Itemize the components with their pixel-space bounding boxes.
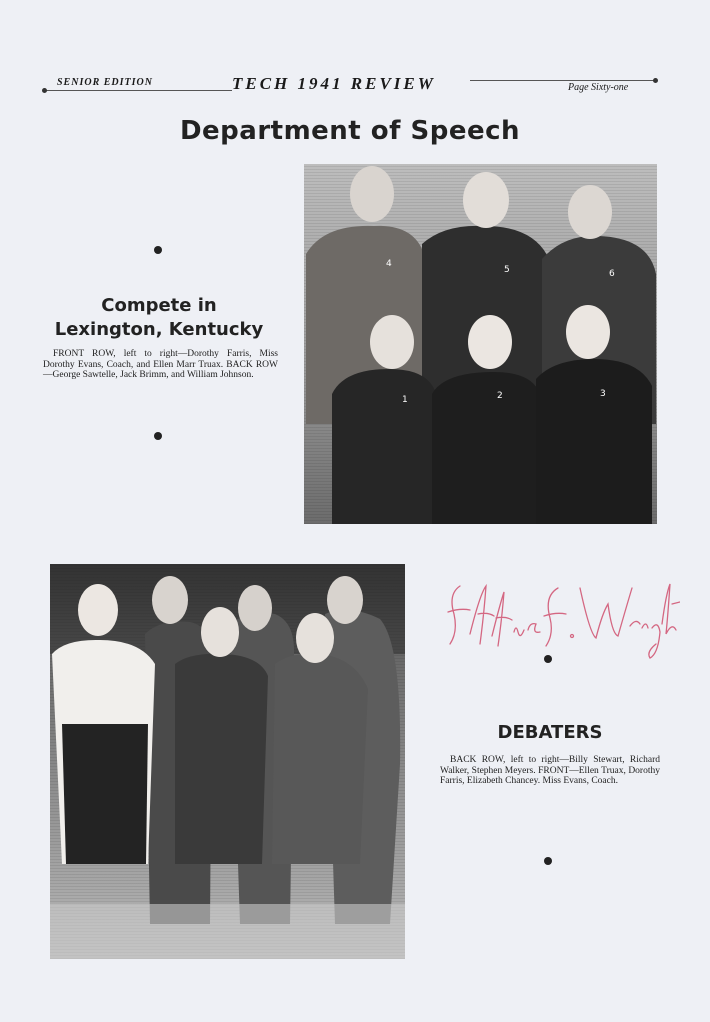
debaters-photo-figures bbox=[50, 564, 405, 959]
front-row-face-center bbox=[468, 315, 512, 369]
section-bullet bbox=[544, 655, 552, 663]
front-row-face-right bbox=[566, 305, 610, 359]
photo-number: 3 bbox=[600, 389, 606, 399]
section-bullet bbox=[154, 432, 162, 440]
edition-label: SENIOR EDITION bbox=[57, 77, 153, 88]
photo-number: 2 bbox=[497, 391, 503, 401]
page-number: Page Sixty-one bbox=[568, 82, 629, 93]
section1-heading-line2: Lexington, Kentucky bbox=[54, 319, 264, 340]
face bbox=[296, 613, 334, 663]
section1-heading-line1: Compete in bbox=[101, 295, 217, 316]
front-row-figure-right bbox=[536, 359, 652, 524]
face bbox=[238, 585, 272, 631]
masthead-title: TECH 1941 REVIEW bbox=[232, 74, 436, 93]
header-rule-left-end bbox=[42, 88, 47, 93]
handwritten-signature bbox=[440, 574, 680, 664]
front-row-figure-center bbox=[175, 654, 268, 864]
photo-number: 4 bbox=[386, 259, 392, 269]
photo-number: 1 bbox=[402, 395, 408, 405]
front-row-figure-center bbox=[432, 372, 540, 524]
pavement bbox=[50, 904, 405, 959]
header-rule-left bbox=[44, 90, 232, 91]
back-row-face-left bbox=[350, 166, 394, 222]
page-title: Department of Speech bbox=[179, 116, 521, 146]
debaters-heading: DEBATERS bbox=[497, 722, 603, 743]
photo-number: 6 bbox=[609, 269, 615, 279]
section-bullet bbox=[544, 857, 552, 865]
header-rule-right-end bbox=[653, 78, 658, 83]
section1-caption: FRONT ROW, left to right—Dorothy Farris, Miss Dorothy Evans, Coach, and Ellen Marr Truax. BACK ROW—George Sawtelle, Jack Brimm, and William Johnson. bbox=[43, 349, 278, 380]
back-row-face-right bbox=[568, 185, 612, 239]
photo-number: 5 bbox=[504, 265, 510, 275]
debaters-caption: BACK ROW, left to right—Billy Stewart, Richard Walker, Stephen Meyers. FRONT—Ellen Truax, Dorothy Farris, Elizabeth Chancey. Miss Evans, Coach. bbox=[440, 755, 660, 786]
front-row-face-left bbox=[370, 315, 414, 369]
speech-team-photo-figures bbox=[304, 164, 657, 524]
front-row-figure-left bbox=[332, 369, 436, 524]
section-bullet bbox=[154, 246, 162, 254]
section1-heading bbox=[48, 294, 270, 342]
face bbox=[201, 607, 239, 657]
face bbox=[327, 576, 363, 624]
back-row-face-center bbox=[463, 172, 509, 228]
front-row-skirt-left bbox=[62, 724, 148, 864]
front-row-figure-right bbox=[272, 654, 368, 864]
face bbox=[152, 576, 188, 624]
speech-team-photo bbox=[304, 164, 657, 524]
face bbox=[78, 584, 118, 636]
signature-ink bbox=[440, 574, 680, 664]
header-rule-right bbox=[470, 80, 656, 81]
debaters-photo bbox=[50, 564, 405, 959]
